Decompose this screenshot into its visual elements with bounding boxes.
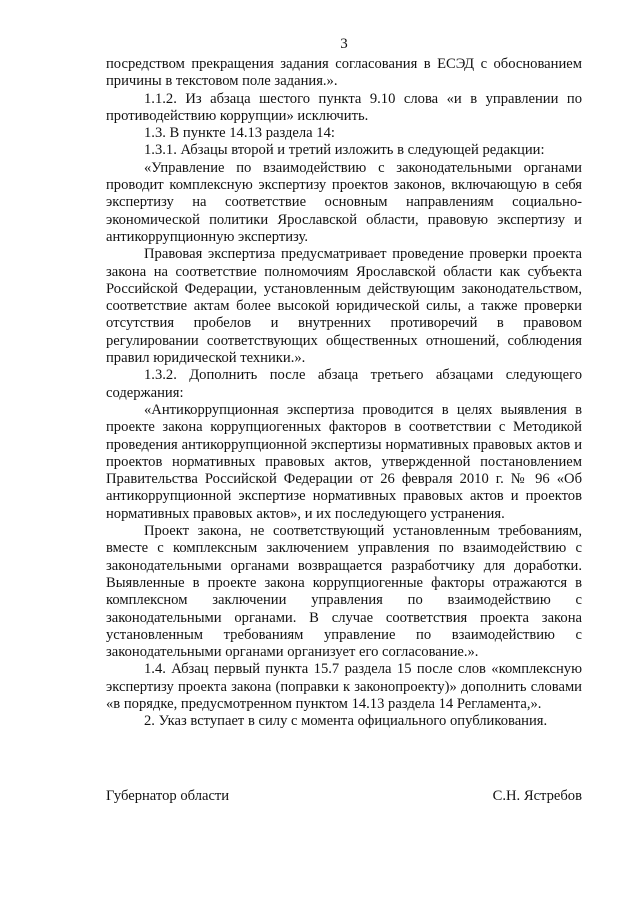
paragraph-8: «Антикоррупционная экспертиза проводится в целях выявления в проекте закона коррупциогенных факторов в соответствии с Методикой проведения антикоррупционной экспертизы нормативных правовых актов и проектов нормативных правовых актов, утвержденной постановлением Правительства Российской Федерации от 26 февраля 2010 г. № 96 «Об антикоррупционной экспертизе нормативных правовых актов и проектов нормативных правовых актов», и их последующего устранения.	[106, 401, 582, 522]
signature-block	[106, 788, 582, 805]
paragraph-4: 1.3.1. Абзацы второй и третий изложить в следующей редакции:	[144, 142, 545, 159]
paragraph-11: 2. Указ вступает в силу с момента официального опубликования.	[144, 713, 548, 730]
page-number: 3	[340, 36, 348, 52]
paragraph-7: 1.3.2. Дополнить после абзаца третьего абзацами следующего содержания:	[106, 367, 582, 401]
signatory-position: Губернатор области	[106, 788, 230, 804]
paragraph-6: Правовая экспертиза предусматривает проведение проверки проекта закона на соответствие полномочиям Ярославской области как субъекта Российской Федерации, установленным действующим законодательством, соответствие актам более высокой юридической силы, а также проверки отсутствия пробелов и внутренних противоречий в правовом регулировании соответствующих общественных отношений, соблюдения правил юридической техники.».	[106, 246, 582, 367]
document-page	[106, 36, 582, 731]
paragraph-1: посредством прекращения задания согласования в ЕСЭД с обоснованием причины в текстовом поле задания.».	[106, 56, 582, 90]
paragraph-5: «Управление по взаимодействию с законодательными органами проводит комплексную экспертизу проектов законов, включающую в себя экспертизу на соответствие основным направлениям социально-экономической политики Ярославской области, правовую экспертизу и антикоррупционную экспертизу.	[106, 159, 582, 245]
paragraph-9: Проект закона, не соответствующий установленным требованиям, вместе с комплексным заключением управления по взаимодействию с законодательными органами возвращается разработчику для доработки. Выявленные в проекте закона коррупциогенные факторы отражаются в комплексном заключении управления по взаимодействию с законодательными органами. В случае соответствия проекта закона установленным требованиям управление по взаимодействию с законодательными органами организует его согласование.».	[106, 523, 582, 661]
paragraph-10: 1.4. Абзац первый пункта 15.7 раздела 15 после слов «комплексную экспертизу проекта закона (поправки к законопроекту)» дополнить словами «в порядке, предусмотренном пунктом 14.13 раздела 14 Регламента,».	[106, 661, 582, 712]
paragraph-3: 1.3. В пункте 14.13 раздела 14:	[144, 125, 335, 142]
paragraph-2: 1.1.2. Из абзаца шестого пункта 9.10 слова «и в управлении по противодействию коррупции» исключить.	[106, 90, 582, 124]
document-body	[106, 56, 582, 731]
signatory-name: С.Н. Ястребов	[492, 788, 582, 804]
